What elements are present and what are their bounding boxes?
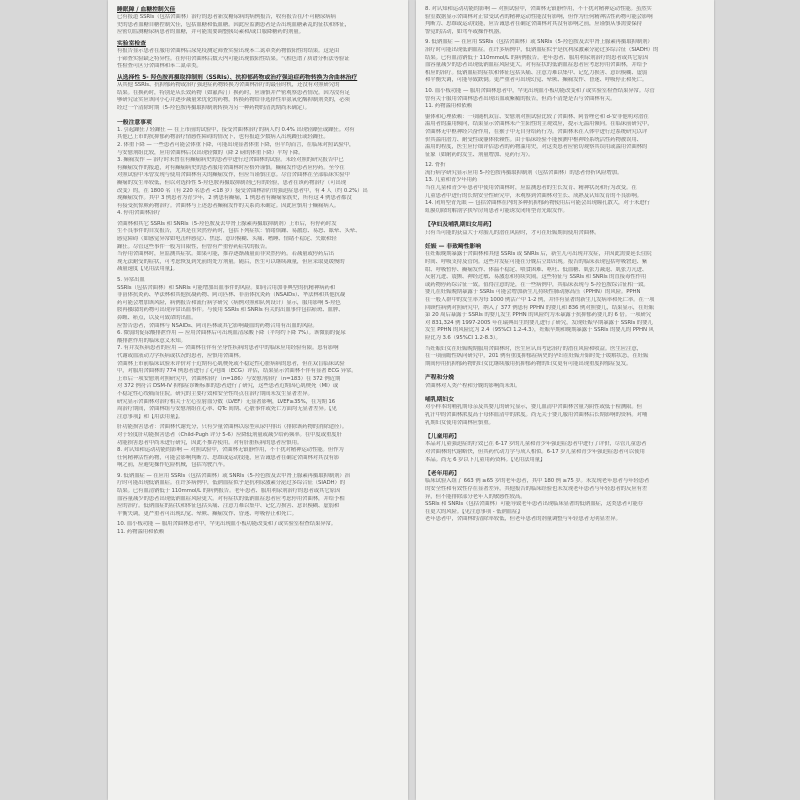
paragraph — [117, 473, 399, 519]
text-line: 对于轻度肝功能损害患者（Child-Pugh 评分 5-6）应降低剂量或减少给药频率。在中度或重度肝 — [117, 431, 342, 438]
text-line: 6. 微弱的促尿酸排泄作用 — 应用舍曲林后可出现血清尿酸下降（平均约下降 7%）。该微弱的促尿 — [117, 330, 346, 337]
paragraph — [425, 162, 705, 215]
text-line: 滥用的程度，医生应仔细评估患者的药物滥用史，对这类患者应密切观察其误用或滥用舍曲林的 — [425, 144, 648, 151]
text-line: 注意事项】和【用法用量】。 — [117, 413, 184, 420]
insert-page-right — [416, 0, 714, 800]
paragraph — [117, 127, 399, 218]
paragraph — [117, 521, 399, 536]
text-line: 药可能会增加该风险，病例报告和流行病学研究（病例对照和队列设计）显示，服用影响 5-羟色 — [117, 299, 341, 306]
paragraph — [425, 39, 705, 85]
text-line: 乳汁中的舍曲林浓度高于母体血清中的浓度。尚无关于婴儿服用舍曲林后长期影响的资料。对哺 — [425, 411, 648, 418]
text-line: 儿童患者中进行的长期安全性研究中，未观察到舍曲林对生长、成熟及认知发育的不良影响。 — [425, 192, 642, 199]
text-line: 9. 低钠血症 — 在应用 SSRIs（包括舍曲林）或 SNRIs（5-羟色胺及去甲肾上腺素再摄取抑制剂） — [425, 39, 653, 46]
text-line: 史的患者血糖自糖控制欠佳，包括血糖和低血糖。因此应监测患者是否出现血糖紊乱的征状和体征， — [117, 21, 350, 28]
text-line: 生不良事件的自发报告，尤其是在突然停药时，包括下列症状：情绪烦躁、易激惹、易怒、眩晕、头晕、 — [117, 228, 361, 235]
paragraph — [425, 441, 705, 464]
text-line: 或药物停药综合征一致。值得注意的是，在一些病例中，其临床表现与 5-羟色胺综合征相一致。 — [425, 281, 649, 288]
text-line: 老年患者中，舍曲林的清除率较低，但老年患者的剂量调整与年轻患者无明显差异。 — [425, 516, 621, 523]
text-line: 8. 对认知和运动功能的影响 — 对照试验中，舍曲林无镇静作用，不干扰对精神运动性能。虽然实 — [425, 6, 652, 12]
text-line: 3. 癫痫发作 — 治疗时未曾在有癫痫病史的患者中进行过舍曲林的试验。未经对照的研究报告中已 — [117, 157, 344, 164]
text-line: 功能损害患者中尚未进行研究，因此不推荐使用。对有肝脏疾病的患者应慎用。 — [117, 439, 303, 446]
paragraph — [117, 82, 399, 112]
text-line: 经过一个清除时期（5-羟色胺再摄取抑制剂转换为另一种药物的清洗期尚未确定）。 — [117, 104, 310, 111]
text-line: 12. 骨折 — [425, 162, 446, 169]
section-heading: 【儿童用药】 — [425, 434, 460, 441]
spacer — [117, 537, 399, 540]
text-line: 疗时可能出现低钠血症。在许多病例中，低钠血症似乎是抗利尿激素分泌过多综合征（SIADH）的 — [117, 480, 346, 487]
section-heading: 产程和分娩 — [425, 375, 454, 382]
text-line: 改变）的，在 1800 名（有 220 名患者 <18 岁）接受舍曲林治疗的强迫症患者中，有 4 人（约 0.2%）出 — [117, 187, 368, 194]
text-line: 在一般人群中的发生率为每 1000 例活产中 1-2 例，并伴有显著的新生儿发病率和死亡率。在一项 — [425, 297, 655, 303]
text-line: 躁狂。尽管这些事件一般为自限性，但曾有严重停药症状的报告。 — [117, 243, 271, 250]
text-line: 2. 体重下降 — 一些患者可能会体重下降，可能出现显著体重下降，但平均而言，在临床对照试验中， — [117, 141, 355, 148]
text-line: 鼻衄、瘀点，以及可致命的出血。 — [117, 315, 197, 321]
text-line: 性检查可区分舍曲林和苯二氮䓬类。 — [117, 63, 202, 70]
text-line: 13. 儿童和青少年用药 — [425, 177, 478, 184]
paragraph — [425, 346, 705, 369]
text-line: 结果。已有血清钠低于 110mmol/L 的病例报告。老年患者、服用利尿剂治疗的患者或其它原因 — [425, 54, 649, 61]
paragraph — [117, 221, 399, 274]
text-line: 9. 低钠血症 — 在应用 SSRIs（包括舍曲林）或 SNRIs（5-羟色胺及去甲肾上腺素再摄取抑制剂）治 — [117, 472, 350, 479]
text-line: 有癫痫发作的报道，对有癫痫病史的患者服用舍曲林时应格外谨慎。癫痫发作患者应停药。至今在 — [117, 164, 345, 171]
text-line: 判断力、思维或运动技能，应告诫患者在确定舍曲林对其没有影响之前，应谨慎从事需要保持 — [425, 21, 642, 28]
text-line: 其他已上市的抗抑郁药物治疗情感性障碍的情况下，也有报道少数病人出现躁狂或轻躁狂。 — [117, 134, 329, 141]
paragraph — [117, 424, 399, 470]
text-line: 有报告显示患者在服用舍曲林后尿免疫测定筛查实验出现苯二氮䓬类药物假阳性的结果。这是由 — [117, 48, 340, 55]
text-line: 不稳定性心绞痛而住院。研究的主要疗效和安全性终点在治疗期间未发生显著差异。 — [117, 390, 313, 397]
text-line: 结果。已有血清钠低于 110mmol/L 的病例报告。老年患者、服用利尿剂治疗的患者或其它原因 — [117, 488, 341, 495]
text-line: 癫痫的发生率较低，但以对选择性 5-羟色胺再摄取抑制剂已有的经验，患者在该药物治疗（可出现 — [117, 179, 346, 186]
text-line: 曾有关于服用舍曲林患者出现出血或紫癜的报告，但尚不清楚是否与舍曲林有关。 — [425, 95, 616, 102]
text-line: 血容量减少的患者出现低钠血症风险更大。对有症状的低钠血症患者应考虑停用舍曲林，并给予相 — [117, 495, 345, 502]
section-heading: 妊娠 — 非致畸性影响 — [425, 244, 482, 251]
text-line: 现无法耐受的症状，可考虑恢复到先前的处方剂量。随后，医生可以继续减量，但应采取更缓慢的 — [117, 258, 345, 265]
text-line: 对 372 例符合 DSM-IV 抑郁症诊断标准的患者进行了研究，这些患者近期因心肌梗死（MI）或 — [117, 383, 339, 390]
text-line: 只有当可能的获益大于对胎儿的潜在风险时，才可在妊娠期间使用舍曲林。 — [425, 229, 600, 236]
text-line: 舍曲林上市前临床试验未评价对于近期有心肌梗死或不稳定性心脏病病的患者，但在双盲临床试验 — [117, 360, 345, 367]
text-line: 非甾体抗炎药、华法林和其他抗凝药物、阿司匹林、非甾体抗炎药（NSAIDs）、华法林和其他抗凝 — [117, 292, 346, 299]
text-line: 现癫痫发作。其中 3 例患者为青少年，2 例患有癫痫，1 例患者有癫痫家族史，所有这 4 例患者都没 — [117, 195, 352, 202]
text-line: 应警告患者，舍曲林与 NSAIDs、阿司匹林或其它影响凝血的药物合用有出血的风险。 — [117, 322, 318, 329]
text-line: 10. 血小板功能 — 服用舍曲林患者中，罕见出现血小板功能改变和 / 或实验室检查结果异常。尽管 — [425, 87, 655, 94]
text-line: 应的治疗。低钠血症的症状和体征包括头痛、注意力难以集中、记忆力损害、意识模糊、虚弱和 — [117, 503, 340, 510]
text-line: 本品。尚无 6 岁以下儿童用药资料。【见用法用量】 — [425, 456, 546, 463]
text-line: 肝功能损害患者：舍曲林代谢充分，只有少量舍曲林以原型从尿中排出（排除该药物的消除途径）。 — [117, 424, 348, 431]
text-line: 血容量减少的患者出现低钠血症风险更大。对有症状的低钠血症患者应考虑停用舍曲林，并给予 — [425, 62, 648, 69]
text-line: 11. 药物滥用和依赖 — [425, 103, 472, 110]
paragraph — [117, 277, 399, 421]
spacer — [425, 524, 705, 527]
text-line: 在更大的风险。【见注意事项 - 低钠血症】 — [425, 508, 523, 515]
text-line: 乳期妇女使用舍曲林应慎重。 — [425, 419, 494, 426]
text-line: 第 20 周后暴露于 SSRIs 的婴儿发生 PPHN 的风险约为未暴露于抗抑郁药婴儿的 6 倍。一项研究 — [425, 312, 652, 319]
text-line: 治疗时可能出现低钠血症。在许多病例中，低钠血症似乎是抗利尿激素分泌过多综合征（SIADH）的 — [425, 46, 659, 53]
text-line: 5. 异常出血 — [117, 277, 145, 284]
paragraph — [425, 6, 705, 36]
text-line: 临床试验入组了 663 例 ≥65 岁的老年患者，其中 180 例 ≥75 岁。未发现老年患者与年轻患者 — [425, 478, 650, 485]
text-line: 于筛查实验缺乏特异性。在停用舍曲林后数天内可能出现假阳性结果。气相色谱 / 质谱分析法等验证 — [117, 55, 350, 62]
text-line: 期间停用抗抑郁药物的妇女比继续服用抗抑郁药物的妇女更有可能出现重度抑郁症复发。 — [425, 360, 632, 367]
text-line: 10. 血小板功能 — 服用舍曲林患者中，罕见出现血小板功能改变和 / 或实验室检查结果异常。 — [117, 521, 337, 528]
text-line: 有接受抗惊厥药物治疗。舍曲林与上述患者癫痫发作的关系尚未确定。因此应慎用于癫痫病人。 — [117, 202, 340, 209]
text-line: 反射亢进、震颤、神经过敏、易激惹和持续哭闹。这些特征与 SSRIs 和 SNRIs 的直接毒性作用 — [425, 274, 647, 281]
text-line: 流行病学研究显示应用 5-羟色胺再摄取抑制剂（包括舍曲林）的患者骨折风险增加。 — [425, 169, 623, 176]
text-line: 婴儿在妊娠晚期暴露于 SSRIs 可能会增加新生儿持续性肺动脉高压（PPHN）的风险。PPHN — [425, 289, 641, 296]
text-line: 11. 药物滥用和依赖 — [117, 529, 164, 536]
text-line: 响之前，应避免操作危险机械，包括驾驶汽车。 — [117, 462, 229, 469]
text-line: 中，对服用舍曲林的 774 例患者进行了心电图（ECG）评估，结果显示舍曲林不伴有显著 ECG 异常。 — [117, 368, 357, 375]
text-line: 验室数据显示舍曲林对正常受试者的精神运动性能没有影响，但作为任何精神活性药物可能会影响 — [425, 13, 653, 20]
text-line: 酸排泄作用的临床意义未知。 — [117, 337, 186, 344]
text-line: 异，但不能排除部分老年人的敏感性较高。 — [425, 493, 526, 500]
text-line: 征象（如耐药的发生、剂量增加、觅药行为）。 — [425, 151, 534, 158]
text-line: 对 831,324 例 1997-2005 年在瑞典出生的婴儿进行了研究，发现妊娠早期暴露于 SSRIs 的婴儿 — [425, 319, 653, 326]
text-line: 发生 PPHN 的风险比为 2.4（95%CI 1.2-4.3），妊娠早期和晚期暴露于 SSRIs 的婴儿的 PPHN 风 — [425, 327, 654, 334]
text-line: 与安慰剂组比较，应用舍曲林后仅出现轻微的（降 2 磅的体重下降）平均下降。 — [117, 149, 304, 156]
text-line: 舍曲林和其它 SSRIs 和 SNRIs（5-羟色胺及去甲肾上腺素再摄取抑制剂）上市后，有停药时发 — [117, 220, 337, 227]
paragraph — [425, 383, 705, 391]
insert-page-left — [108, 0, 408, 800]
paragraph — [425, 404, 705, 427]
text-line: 已有报道 SSRIs（包括舍曲林）治疗的患者新发糖尿病的病例报告，收有报告在/不可糖尿病病 — [117, 14, 336, 21]
text-line: 当妊娠妇女在妊娠晚期服用舍曲林时，医生应认真考虑治疗的潜在风险和收益。医生应注意， — [425, 345, 642, 352]
text-line: 减量速度【见用法用量】。 — [117, 266, 178, 273]
text-line: 平衡失调，更严重者可出现幻觉、晕厥、癫痫发作、昏迷、呼吸停止和死亡。 — [117, 510, 297, 517]
text-line: 当停用舍曲林时，应监测其症状。如果可能，推荐逐渐减量而非突然停药。若减量或停药后出 — [117, 251, 334, 258]
text-line: 躯体和心理依赖：一项随机双盲、安慰剂对照试验比较了舍曲林、阿普唑仑和 d-安非他明对潜在 — [425, 113, 649, 120]
section-heading: 实验室检查 — [117, 40, 146, 47]
text-line: 险比为 3.6（95%CI 1.2-8.3）。 — [425, 334, 501, 341]
text-line: 舍曲林对人类产程和分娩的影响尚未知。 — [425, 382, 521, 389]
section-heading: 睡眠障 / 血糖控制欠佳 — [117, 7, 176, 13]
text-line: 周治疗期间，舍曲林组与安慰剂组在心率、QTc 间期、心脏事件或死亡方面均无显著差异。【见 — [117, 406, 337, 413]
text-line: 够研究证实应该向小心并逐步减量来优化的药物，转换药物给非选择性单氨氧化酶抑制剂类的，必须 — [117, 97, 350, 104]
paragraph — [117, 14, 399, 37]
text-line: 在妊娠晚期暴露于舍曲林和其他 SSRIs 或 SNRIs 后，新生儿可出现并发症，并因此需要延长住院 — [425, 251, 652, 258]
text-line: 8. 对认知和运动功能的影响 — 对照试验中，舍曲林无镇静作用，不干扰对精神运动性能。但作为 — [117, 447, 344, 454]
paragraph — [425, 114, 705, 160]
text-line: 当在儿童和青少年患者中使用舍曲林时，应监测患者的生长发育、精神状况和行为改变。在 — [425, 185, 637, 192]
text-line: 对照试验中未曾发现与使用舍曲林有关的癫痫发作，但应当谨慎注意。尽管舍曲林在全部临床实验中 — [117, 172, 350, 179]
section-heading: 从选择性 5- 羟色胺再摄取抑制剂（SSRIs）、抗抑郁药物或治疗强迫症药物转换为舍曲林治疗 — [117, 74, 358, 81]
text-line: 对舍曲林的代谢略快，但其药代动力学与成人相似。6-17 岁儿童和青少年强迫症患者可以使用 — [425, 448, 645, 455]
text-line: 上市后一项安慰剂对照研究中，舍曲林治疗（n=186）与安慰剂治疗（n=183）在 372 例近期 — [117, 375, 341, 382]
text-line: 虹膜切除的解剖学狭窄房角患者可能诱发闭角型青光眼发作。 — [425, 207, 568, 214]
text-line: 在一项前瞻性纵向研究中，201 例有重度抑郁症病史的孕妇在妊娠开始时处于缓解状态，在妊娠 — [425, 353, 649, 360]
text-line: 绀、呼吸暂停、癫痫发作、体温不稳定、喂食困难、呕吐、低血糖、肌张力减退、肌张力亢进、 — [425, 266, 648, 273]
text-line: 1. 引起躁狂 / 轻躁狂 — 在上市前的试验中，接受舍曲林治疗的病人约 0.4% 出现轻躁狂或躁狂。对有 — [117, 126, 355, 133]
text-line: 舍曲林无中枢神经兴奋作用，在猴子中无自身给药行为。舍曲林未在人体中进行过系统研究以评 — [425, 128, 648, 135]
text-line: 滥用者的滥用倾向，结果显示舍曲林未产生阳性的主观效应，提示无滥用倾向。在临床前研究中， — [425, 121, 653, 128]
text-line: 应密切监测糖尿病患者的血糖，并可能需要调整胰岛素和/或口服降糖药的剂量。 — [117, 29, 304, 36]
text-line: SSRIs（包括舍曲林）和 SNRIs 可能增加出血事件的风险。如同合用加非典型的抗精神病药和 — [117, 284, 335, 291]
section-heading: 哺乳期妇女 — [425, 397, 454, 404]
text-line: 和平衡失调，可能导致跌倒。更严重者可出现幻觉、晕厥、癫痫发作、昏迷、呼吸停止和死亡。 — [425, 77, 648, 84]
paragraph — [425, 230, 705, 238]
text-line: 本品对儿童强迫症的疗效已在 6-17 岁的儿童和青少年强迫症患者中进行了评价，尽管儿童患者 — [425, 441, 647, 448]
text-line: 警觉的活动，如驾车或操作机器。 — [425, 28, 505, 35]
text-line: 4. 停用舍曲林治疗 — [117, 210, 161, 217]
text-line: 任何精神活性药物，可能会影响判断力、思维或运动技能，应告诫患者在确定舍曲林对其没有影 — [117, 454, 340, 461]
text-line: 感觉障碍（如感觉异常如电击样感觉）、焦虑、意识模糊、头痛、嗜睡、情绪不稳定、失眠和轻 — [117, 236, 337, 243]
text-line: 价其滥用潜力、耐受性或躯体依赖性。由于临床经验不能预测中枢神经系统活性药物被误用、 — [425, 136, 642, 143]
text-line: 胺再摄取的药物可出现异常出血事件。与使用 SSRIs 和 SNRIs 有关的出血事件包括瘀斑、血肿、 — [117, 307, 344, 314]
text-line: 代谢或血液动力学疾病或状况的患者，应慎用舍曲林。 — [117, 352, 244, 359]
text-line: 7. 有并发疾病患者的应用 — 舍曲林在伴有全身性疾病的患者中的临床应用经验有限。患有影响 — [117, 345, 339, 352]
text-line: 从其他 SSRIs、抗抑郁药物或治疗强迫症药物转换为舍曲林治疗的最佳时机，还没有对照研究的 — [117, 82, 340, 89]
text-line: 时间、呼吸支持及管饲。这些并发症可能在分娩后立即出现。报告的临床表现包括呼吸窘迫、紫 — [425, 259, 648, 266]
text-line: 的安全性和有效性存在显著差异，其他报告的临床经验也未发现老年患者与年轻患者的反应有差 — [425, 485, 648, 492]
text-line: 14. 闭角型青光眼 — 包括舍曲林在内的多种抗抑郁药物使用后可能会出现瞳孔散大，对于未进行 — [425, 200, 650, 207]
text-line: SSRIs 和 SNRIs（包括舍曲林）可能导致老年患者出现临床显著的低钠血症，这类患者可能存 — [425, 501, 643, 508]
text-line: 回顾性病例对照研究中，纳入了 377 例患有 PPHN 的婴儿和 836 例对照婴儿，结果显示，在妊娠 — [425, 304, 655, 311]
section-heading: 一般注意事项 — [117, 119, 152, 126]
section-heading: 【孕妇及哺乳期妇女用药】 — [425, 222, 495, 229]
text-line: 研究显示舍曲林对治疗相关于左心室射血分数（LVEF）无显著影响，LVEF≥35%，在为期 16 — [117, 398, 336, 405]
paragraph — [425, 88, 705, 111]
section-heading: 【老年用药】 — [425, 471, 460, 478]
text-line: 结果。在换药时，特别是从长效药物（如氟西汀）换药时，应谨慎并严密观察患者情况。因为没有足 — [117, 89, 350, 96]
paragraph — [117, 48, 399, 71]
paragraph — [425, 478, 705, 524]
paragraph — [425, 251, 705, 342]
text-line: 对小样本的哺乳期母亲及其婴儿的研究显示，婴儿血清中舍曲林含量为阴性或低于检测限。但 — [425, 404, 642, 411]
text-line: 相应的治疗。低钠血症的症状和体征包括头痛、注意力难以集中、记忆力损害、意识模糊、虚弱 — [425, 69, 648, 76]
